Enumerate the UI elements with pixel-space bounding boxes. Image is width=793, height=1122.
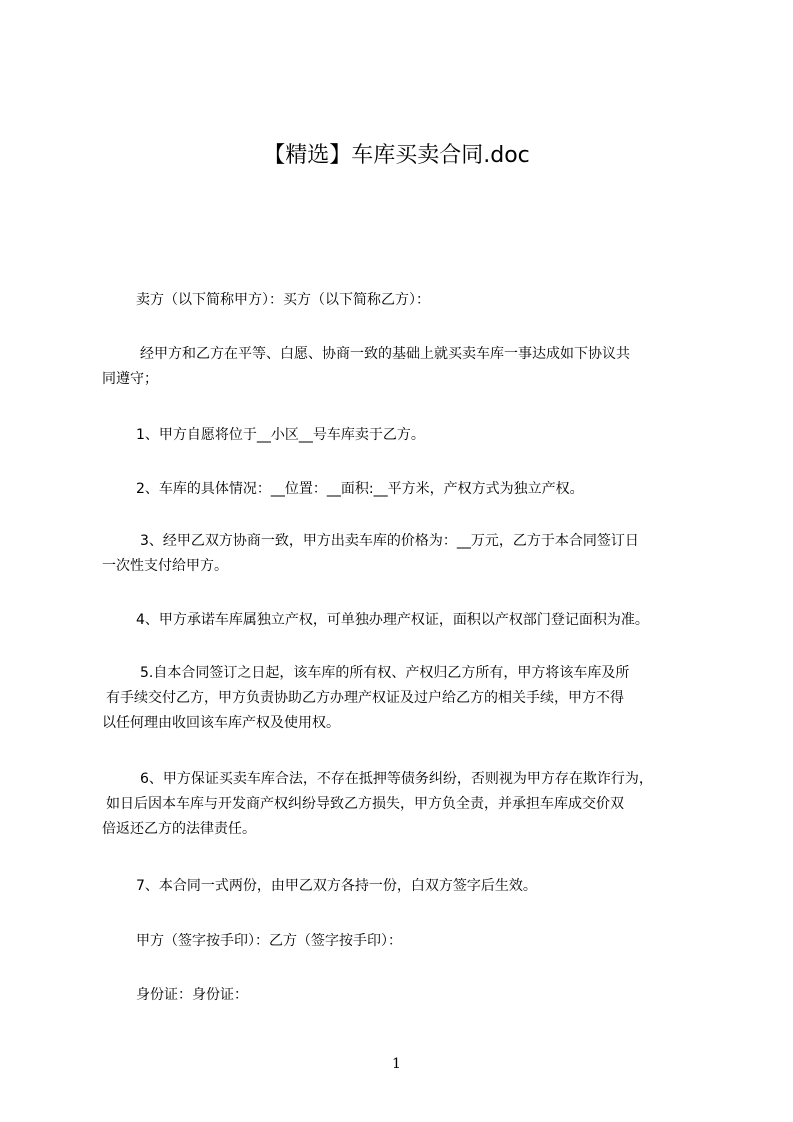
paragraph-line: 倍返还乙方的法律责任。 xyxy=(102,821,256,837)
page-number: 1 xyxy=(392,1056,401,1072)
paragraph-line: 甲方（签字按手印）：乙方（签字按手印）： xyxy=(136,933,402,949)
paragraph-line: 4、甲方承诺车库属独立产权，可单独办理产权证，面积以产权部门登记面积为准。 xyxy=(136,612,649,628)
paragraph-line: 同遵守； xyxy=(102,371,158,387)
paragraph-line: 6、甲方保证买卖车库合法，不存在抵押等债务纠纷，否则视为甲方存在欺诈行为， xyxy=(140,771,653,787)
paragraph-parties xyxy=(102,288,722,313)
paragraph-id-cards xyxy=(102,983,722,1008)
paragraph-clause-6 xyxy=(102,767,722,842)
paragraph-signatures xyxy=(102,929,722,954)
paragraph-clause-7 xyxy=(102,874,722,899)
page-title: 【精选】车库买卖合同.doc xyxy=(263,143,530,168)
paragraph-clause-2 xyxy=(102,477,722,502)
paragraph-clause-1 xyxy=(102,423,722,448)
paragraph-line: 1、甲方自愿将位于__小区__号车库卖于乙方。 xyxy=(136,427,425,443)
paragraph-line: 如日后因本车库与开发商产权纠纷导致乙方损失，甲方负全责，并承担车库成交价双 xyxy=(106,796,624,812)
paragraph-line: 一次性支付给甲方。 xyxy=(102,558,228,574)
paragraph-clause-4 xyxy=(102,608,722,633)
paragraph-clause-5 xyxy=(102,661,722,736)
paragraph-line: 经甲方和乙方在平等、白愿、协商一致的基础上就买卖车库一事达成如下协议共 xyxy=(140,346,630,362)
paragraph-preamble xyxy=(102,342,722,392)
paragraph-line: 2、车库的具体情况：__位置：__面积:__平方米，产权方式为独立产权。 xyxy=(136,481,584,497)
paragraph-line: 身份证：身份证： xyxy=(136,987,248,1003)
paragraph-line: 5.自本合同签订之日起，该车库的所有权、产权归乙方所有，甲方将该车库及所 xyxy=(140,665,630,681)
paragraph-line: 3、经甲乙双方协商一致，甲方出卖车库的价格为：__万元，乙方于本合同签订日 xyxy=(140,533,639,549)
paragraph-line: 卖方（以下简称甲方）：买方（以下简称乙方）： xyxy=(136,292,430,308)
paragraph-line: 以任何理由收回该车库产权及使用权。 xyxy=(102,715,340,731)
paragraph-line: 7、本合同一式两份，由甲乙双方各持一份，白双方签字后生效。 xyxy=(136,878,537,894)
paragraph-line: 有手续交付乙方，甲方负责协助乙方办理产权证及过户给乙方的相关手续，甲方不得 xyxy=(106,690,624,706)
paragraph-clause-3 xyxy=(102,529,722,579)
